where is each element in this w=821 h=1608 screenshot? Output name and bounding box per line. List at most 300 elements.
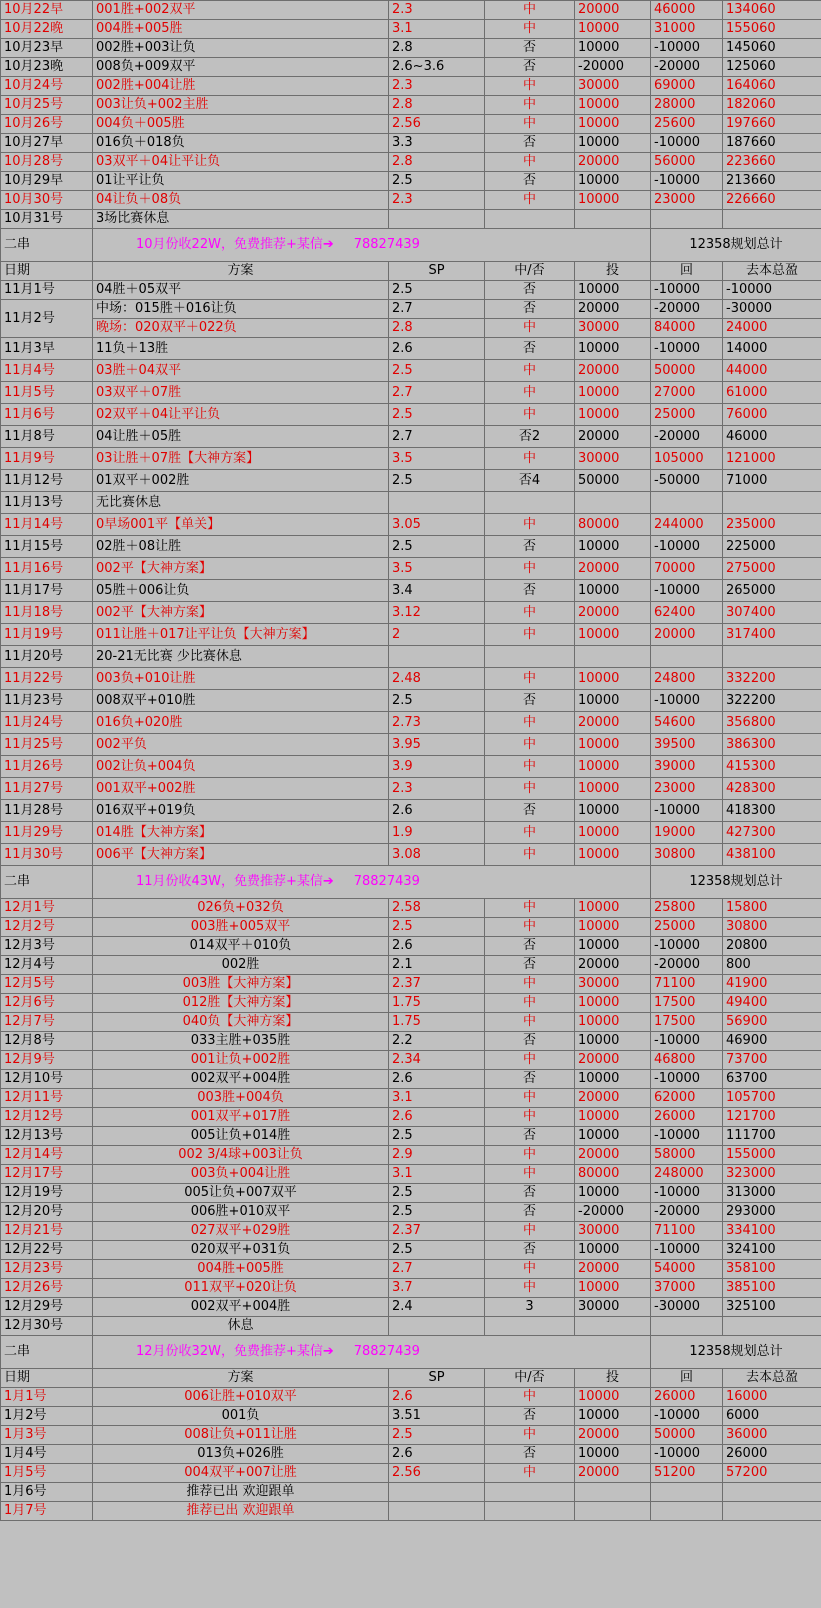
cell-r [485,1317,575,1336]
erchuan-label: 二串 [1,229,93,262]
cell-b: 20000 [575,360,651,382]
cell-p: 001双平+017胜 [93,1108,389,1127]
cell-p: 03让胜＋07胜【大神方案】 [93,448,389,470]
cell-sp [389,492,485,514]
cell-ret: 25800 [651,899,723,918]
month-banner: 11月份收43W，免费推荐+某信➔ 78827439 [93,866,651,899]
cell-d: 11月9号 [1,448,93,470]
cell-t: 334100 [723,1222,821,1241]
cell-r: 中 [485,778,575,800]
cell-d: 12月14号 [1,1146,93,1165]
table-row [1,756,821,778]
cell-sp: 2.5 [389,470,485,492]
cell-ret [651,1483,723,1502]
cell-b: 10000 [575,668,651,690]
cell-d: 12月17号 [1,1165,93,1184]
cell-sp: 2.5 [389,281,485,300]
cell-d: 11月12号 [1,470,93,492]
cell-d: 11月24号 [1,712,93,734]
cell-r: 否 [485,1445,575,1464]
cell-ret: 30800 [651,844,723,866]
cell-ret: 46800 [651,1051,723,1070]
cell-ret: -10000 [651,1032,723,1051]
cell-ret: -20000 [651,1203,723,1222]
cell-p: 002胜 [93,956,389,975]
cell-sp: 3.1 [389,1165,485,1184]
cell-p: 推荐已出 欢迎跟单 [93,1502,389,1521]
cell-t: 213660 [723,172,821,191]
table-row [1,426,821,448]
table-row [1,668,821,690]
empty-cell [575,210,651,229]
cell-ret: 25000 [651,404,723,426]
cell-p: 016双平+019负 [93,800,389,822]
cell-t: 71000 [723,470,821,492]
cell-ret: 248000 [651,1165,723,1184]
cell-ret: 56000 [651,153,723,172]
cell-r: 中 [485,994,575,1013]
empty-cell [389,210,485,229]
cell-sp: 2.5 [389,690,485,712]
cell-d: 12月9号 [1,1051,93,1070]
table-row [1,580,821,602]
cell-ret: 54000 [651,1260,723,1279]
cell-ret: 46000 [651,1,723,20]
cell-ret: 50000 [651,360,723,382]
cell-ret: 58000 [651,1146,723,1165]
cell-sp: 2.5 [389,1241,485,1260]
table-row [1,1032,821,1051]
table-row [1,690,821,712]
cell-d: 12月5号 [1,975,93,994]
cell-p: 04让负＋08负 [93,191,389,210]
table-row [1,918,821,937]
cell-b: 20000 [575,602,651,624]
cell-t: 265000 [723,580,821,602]
table-row [1,1222,821,1241]
cell-b: 10000 [575,115,651,134]
cell-r: 中 [485,712,575,734]
cell-ret: -10000 [651,172,723,191]
cell-p: 016负+020胜 [93,712,389,734]
table-row [1,153,821,172]
cell-sp: 2.56 [389,1464,485,1483]
cell-sp: 2.34 [389,1051,485,1070]
cell-ret: -20000 [651,58,723,77]
cell-p: 001双平+002胜 [93,778,389,800]
cell-ret: -10000 [651,338,723,360]
cell-r: 中 [485,404,575,426]
cell-sp [389,1502,485,1521]
cell-b: 10000 [575,734,651,756]
cell-sp: 3.3 [389,134,485,153]
cell-ret: 31000 [651,20,723,39]
cell-d: 10月22早 [1,1,93,20]
cell-p: 无比赛休息 [93,492,389,514]
cell-t: 155000 [723,1146,821,1165]
cell-d: 10月30号 [1,191,93,210]
cell-t [723,1483,821,1502]
cell-sp: 3.5 [389,448,485,470]
cell-r: 中 [485,1165,575,1184]
cell-ret: -20000 [651,956,723,975]
cell-p: 04胜＋05双平 [93,281,389,300]
cell-ret: 24800 [651,668,723,690]
cell-t: 428300 [723,778,821,800]
cell-p: 02胜＋08让胜 [93,536,389,558]
cell-p: 002双平+004胜 [93,1298,389,1317]
cell-p: 03双平＋07胜 [93,382,389,404]
cell-p: 013负+026胜 [93,1445,389,1464]
cell-t: 14000 [723,338,821,360]
cell-sp: 2.7 [389,1260,485,1279]
cell-p: 016负＋018负 [93,134,389,153]
cell-sp: 2.8 [389,319,485,338]
cell-d: 11月26号 [1,756,93,778]
header-sp: SP [389,1369,485,1388]
cell-p: 01让平让负 [93,172,389,191]
cell-r: 中 [485,602,575,624]
cell-ret: -10000 [651,1127,723,1146]
header-result: 中/否 [485,262,575,281]
cell-sp: 2 [389,624,485,646]
cell-b: -20000 [575,58,651,77]
cell-p: 012胜【大神方案】 [93,994,389,1013]
cell-d: 10月23早 [1,39,93,58]
cell-t: 223660 [723,153,821,172]
cell-sp: 3.9 [389,756,485,778]
cell-r: 否 [485,172,575,191]
cell-sp: 1.75 [389,994,485,1013]
cell-b: 10000 [575,756,651,778]
cell-b: 10000 [575,844,651,866]
cell-t: 418300 [723,800,821,822]
table-row [1,134,821,153]
cell-r: 中 [485,1089,575,1108]
cell-r: 中 [485,77,575,96]
cell-d: 12月12号 [1,1108,93,1127]
cell-b: 10000 [575,800,651,822]
summary-label: 12358规划总计 [651,229,821,262]
cell-sp: 2.7 [389,426,485,448]
cell-b: 50000 [575,470,651,492]
cell-t: 105700 [723,1089,821,1108]
cell-b: 20000 [575,1426,651,1445]
table-row [1,975,821,994]
cell-r: 中 [485,382,575,404]
table-row [1,210,821,229]
cell-ret: -10000 [651,1184,723,1203]
cell-p: 003让负+002主胜 [93,96,389,115]
cell-sp: 2.8 [389,39,485,58]
cell-t: 322200 [723,690,821,712]
cell-ret: 17500 [651,994,723,1013]
cell-ret: 27000 [651,382,723,404]
cell-sp: 2.4 [389,1298,485,1317]
cell-t: 36000 [723,1426,821,1445]
cell-b: 10000 [575,39,651,58]
cell-ret: -20000 [651,300,723,319]
table-row [1,1279,821,1298]
cell-sp: 3.1 [389,20,485,39]
cell-r: 中 [485,624,575,646]
cell-b: 20000 [575,1089,651,1108]
cell-p: 002 3/4球+003让负 [93,1146,389,1165]
cell-ret: 62400 [651,602,723,624]
cell-sp: 1.75 [389,1013,485,1032]
header-plan: 方案 [93,262,389,281]
table-row [1,404,821,426]
cell-d: 1月3号 [1,1426,93,1445]
cell-b: 10000 [575,624,651,646]
table-row [1,536,821,558]
cell-b: 10000 [575,281,651,300]
cell-r: 中 [485,1108,575,1127]
cell-ret: 69000 [651,77,723,96]
cell-sp: 3.12 [389,602,485,624]
cell-d: 11月3早 [1,338,93,360]
cell-sp: 2.5 [389,918,485,937]
cell-b: 20000 [575,300,651,319]
cell-ret: 62000 [651,1089,723,1108]
cell-ret: -10000 [651,134,723,153]
table-row [1,1146,821,1165]
cell-ret: 71100 [651,1222,723,1241]
table-row [1,382,821,404]
cell-b: 80000 [575,514,651,536]
cell-ret [651,1502,723,1521]
cell-b: 30000 [575,319,651,338]
cell-b: 10000 [575,338,651,360]
cell-b [575,1483,651,1502]
cell-p: 3场比赛休息 [93,210,389,229]
cell-p: 005让负+007双平 [93,1184,389,1203]
table-row [1,300,821,319]
cell-d: 11月5号 [1,382,93,404]
cell-sp: 2.73 [389,712,485,734]
table-row [1,1407,821,1426]
cell-b: 10000 [575,1184,651,1203]
cell-t: 358100 [723,1260,821,1279]
cell-t: 61000 [723,382,821,404]
cell-d: 12月19号 [1,1184,93,1203]
cell-sp: 2.5 [389,404,485,426]
cell-d: 10月31号 [1,210,93,229]
cell-sp: 3.95 [389,734,485,756]
cell-ret: 19000 [651,822,723,844]
cell-b: 30000 [575,975,651,994]
empty-cell [723,210,821,229]
cell-sp: 2.6 [389,800,485,822]
cell-sp: 2.5 [389,1127,485,1146]
cell-t: 41900 [723,975,821,994]
table-row [1,1,821,20]
cell-p: 006让胜+010双平 [93,1388,389,1407]
cell-b: 10000 [575,1032,651,1051]
cell-p: 014双平＋010负 [93,937,389,956]
cell-d: 11月27号 [1,778,93,800]
cell-r: 3 [485,1298,575,1317]
cell-d: 12月22号 [1,1241,93,1260]
cell-p: 002平【大神方案】 [93,602,389,624]
cell-d: 11月30号 [1,844,93,866]
cell-sp: 2.1 [389,956,485,975]
cell-r: 中 [485,1388,575,1407]
cell-t: 26000 [723,1445,821,1464]
cell-r: 否 [485,1203,575,1222]
cell-p: 002让负+004负 [93,756,389,778]
cell-ret: 25600 [651,115,723,134]
cell-d: 12月21号 [1,1222,93,1241]
table-row [1,1070,821,1089]
cell-sp: 2.6 [389,338,485,360]
cell-d: 11月25号 [1,734,93,756]
cell-r: 否 [485,690,575,712]
cell-d: 11月2号 [1,300,93,338]
cell-d: 11月19号 [1,624,93,646]
cell-r: 否 [485,1407,575,1426]
table-row [1,191,821,210]
cell-sp: 2.7 [389,382,485,404]
cell-d: 11月1号 [1,281,93,300]
table-row [1,1483,821,1502]
cell-d: 10月26号 [1,115,93,134]
table-row [1,646,821,668]
cell-ret: 54600 [651,712,723,734]
cell-ret: 50000 [651,1426,723,1445]
cell-ret: -10000 [651,281,723,300]
table-row [1,1013,821,1032]
cell-sp: 2.58 [389,899,485,918]
cell-b: 10000 [575,382,651,404]
cell-b [575,1502,651,1521]
cell-b: -20000 [575,1203,651,1222]
cell-ret: 23000 [651,778,723,800]
cell-r: 中 [485,844,575,866]
cell-p: 03双平＋04让平让负 [93,153,389,172]
table-row [1,624,821,646]
table-row [1,1260,821,1279]
cell-t: 313000 [723,1184,821,1203]
table-row [1,602,821,624]
cell-sp: 2.6 [389,1070,485,1089]
cell-t: 415300 [723,756,821,778]
cell-t: 20800 [723,937,821,956]
table-row [1,1426,821,1445]
cell-r: 否 [485,1127,575,1146]
cell-sp: 2.3 [389,191,485,210]
cell-sp: 2.8 [389,96,485,115]
cell-p: 01双平＋002胜 [93,470,389,492]
cell-b: 30000 [575,77,651,96]
cell-r: 中 [485,1279,575,1298]
cell-ret: 51200 [651,1464,723,1483]
cell-ret: 26000 [651,1108,723,1127]
cell-r: 中 [485,1426,575,1445]
cell-d: 1月5号 [1,1464,93,1483]
cell-ret: 39000 [651,756,723,778]
cell-d: 12月8号 [1,1032,93,1051]
cell-t: 226660 [723,191,821,210]
table-row [1,712,821,734]
cell-b [575,646,651,668]
cell-ret [651,646,723,668]
cell-b: 10000 [575,536,651,558]
month-summary-row [1,229,821,262]
cell-r [485,492,575,514]
cell-ret: 25000 [651,918,723,937]
cell-t: 16000 [723,1388,821,1407]
cell-b: 20000 [575,1464,651,1483]
cell-d: 12月13号 [1,1127,93,1146]
cell-t: 24000 [723,319,821,338]
cell-b: 10000 [575,994,651,1013]
summary-label: 12358规划总计 [651,866,821,899]
cell-t: 15800 [723,899,821,918]
cell-sp: 2.6 [389,1445,485,1464]
cell-sp: 2.3 [389,778,485,800]
cell-p: 晚场：020双平＋022负 [93,319,389,338]
cell-ret: 26000 [651,1388,723,1407]
cell-p: 027双平+029胜 [93,1222,389,1241]
cell-t: -10000 [723,281,821,300]
cell-p: 008负+009双平 [93,58,389,77]
cell-t [723,492,821,514]
cell-b: 10000 [575,134,651,153]
cell-d: 1月6号 [1,1483,93,1502]
cell-p: 003胜+005双平 [93,918,389,937]
cell-d: 12月1号 [1,899,93,918]
header-ret: 回 [651,262,723,281]
cell-d: 1月1号 [1,1388,93,1407]
cell-b: 10000 [575,191,651,210]
cell-r: 否 [485,281,575,300]
table-row [1,1089,821,1108]
cell-d: 12月23号 [1,1260,93,1279]
cell-p: 003胜【大神方案】 [93,975,389,994]
cell-r: 否 [485,134,575,153]
table-row [1,1502,821,1521]
table-row [1,96,821,115]
cell-p: 014胜【大神方案】 [93,822,389,844]
cell-sp [389,1483,485,1502]
cell-ret: 37000 [651,1279,723,1298]
cell-p: 04让胜＋05胜 [93,426,389,448]
cell-r: 否 [485,800,575,822]
cell-r: 中 [485,558,575,580]
table-row [1,338,821,360]
cell-r: 否 [485,1184,575,1203]
cell-p: 002胜+003让负 [93,39,389,58]
cell-p: 20-21无比赛 少比赛休息 [93,646,389,668]
cell-d: 11月20号 [1,646,93,668]
cell-p: 002胜+004让胜 [93,77,389,96]
cell-d: 12月7号 [1,1013,93,1032]
table-row [1,20,821,39]
cell-r: 中 [485,1464,575,1483]
cell-b: 10000 [575,1407,651,1426]
header-bet: 投 [575,1369,651,1388]
cell-r: 中 [485,20,575,39]
cell-sp: 2.6 [389,937,485,956]
cell-t: 46000 [723,426,821,448]
table-row [1,734,821,756]
month-summary-row [1,866,821,899]
cell-sp: 3.4 [389,580,485,602]
cell-sp: 2.3 [389,77,485,96]
cell-b: 10000 [575,1445,651,1464]
cell-r: 中 [485,1,575,20]
